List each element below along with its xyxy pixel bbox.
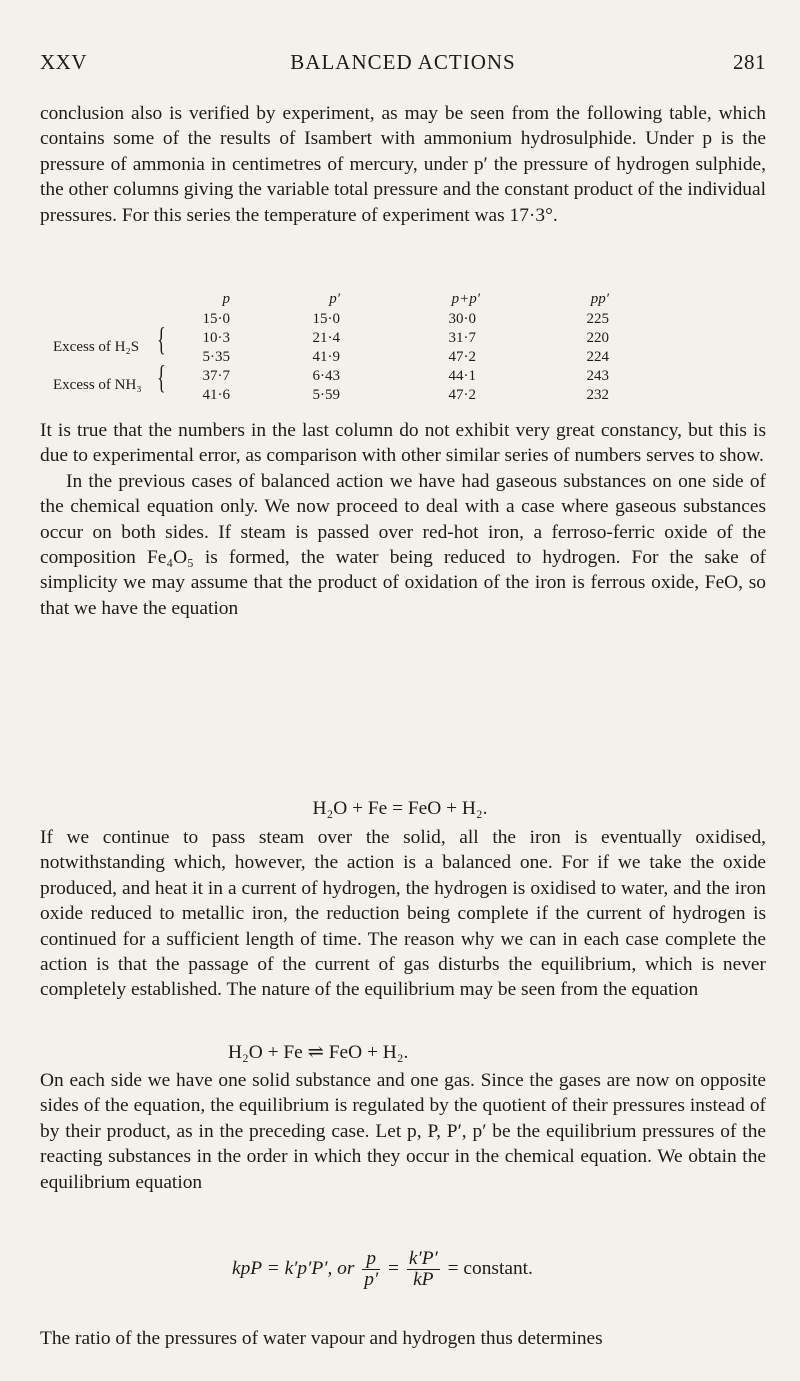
fraction-p-over-p-prime [362, 1249, 380, 1290]
equals-sign: = [388, 1257, 399, 1279]
header-sum: p+p′ [451, 291, 480, 307]
table-cell: 10·3 [202, 330, 230, 346]
fraction-constants [407, 1249, 440, 1290]
header-p: p [222, 291, 230, 307]
table-cell: 232 [586, 387, 609, 403]
row-label-excess-h2s: Excess of H₂S [53, 339, 140, 355]
formula-left: kpP = k′p′P′, or [232, 1257, 355, 1279]
row-label-excess-nh3: Excess of NH₃ [53, 377, 142, 393]
paragraph-text: In the previous cases of balanced action we have had gaseous substances on one side of the chemical equation only. We now proceed to deal with a case where gaseous substances occur on both sides. If steam is passed over red-hot iron, a ferroso-ferric oxide of the composition Fe₄O₅ is formed, the water being reduced to hydrogen. For the sake of simplicity we may assume that the product of oxidation of the iron is ferrous oxide, FeO, so that we have the equation [40, 470, 766, 619]
equation-reaction: H₂O + Fe = FeO + H₂. [312, 798, 488, 819]
table-cell: 41·9 [312, 349, 340, 365]
paragraph-text: If we continue to pass steam over the solid, all the iron is eventually oxidised, notwithstanding which, however, the action is a balanced one. For if we take the oxide produced, and heat it in a current of hydrogen, the hydrogen is oxidised to water, and the iron oxide reduced to metallic iron, the reduction being complete if the current of hydrogen is continued for a sufficient length of time. The reason why we can in each case complete the action is that the passage of the current of gas disturbs the equilibrium, which is never completely established. The nature of the equilibrium may be seen from the equation [40, 827, 766, 1001]
page-number: 281 [733, 50, 766, 74]
paragraph-text: It is true that the numbers in the last column do not exhibit very great constancy, but this is due to experimental error, as comparison with other similar series of numbers serves to show. [40, 420, 766, 467]
table-cell: 15·0 [312, 311, 340, 327]
paragraph-quotient [40, 1068, 766, 1195]
table-cell: 6·43 [312, 368, 340, 384]
brace-h2s: { [157, 322, 166, 358]
formula-right: = constant. [447, 1257, 533, 1279]
table-cell: 47·2 [448, 349, 476, 365]
table-cell: 220 [586, 330, 609, 346]
table-cell: 31·7 [448, 330, 476, 346]
table-cell: 5·35 [202, 349, 230, 365]
table-cell: 243 [586, 368, 609, 384]
fraction-numerator: k′P′ [408, 1248, 438, 1269]
chapter-number: XXV [40, 50, 87, 74]
paragraph-comment [40, 418, 766, 621]
paragraph-text: conclusion also is verified by experiment, as may be seen from the following table, which contains some of the results of Isambert with ammonium hydrosulphide. Under p is the pressure of ammonia in centimetres of mercury, under p′ the pressure of hydrogen sulphide, the other columns giving the variable total pressure and the constant product of the individual pressures. For this series the temperature of experiment was 17·3°. [40, 103, 766, 226]
header-p-prime: p′ [329, 291, 340, 307]
paragraph-text: On each side we have one solid substance and one gas. Since the gases are now on opposite sides of the equation, the equilibrium is regulated by the quotient of their pressures instead of by their product, as in the preceding case. Let p, P, P′, p′ be the equilibrium pressures of the reacting substances in the order in which they occur in the chemical equation. We obtain the equilibrium equation [40, 1070, 766, 1193]
table-cell: 37·7 [202, 368, 230, 384]
paragraph-ratio [40, 1326, 766, 1351]
fraction-denominator: kP [413, 1269, 434, 1290]
table-cell: 224 [586, 349, 609, 365]
table-cell: 15·0 [202, 311, 230, 327]
table-cell: 225 [586, 311, 609, 327]
table-cell: 21·4 [312, 330, 340, 346]
equation-equilibrium: H₂O + Fe ⇌ FeO + H₂. [228, 1042, 409, 1063]
running-header [40, 50, 766, 82]
fraction-denominator: p′ [364, 1269, 379, 1290]
table-cell: 47·2 [448, 387, 476, 403]
equilibrium-formula [232, 1249, 533, 1309]
paragraph-intro [40, 101, 766, 228]
table-cell: 30·0 [448, 311, 476, 327]
fraction-numerator: p [362, 1249, 380, 1270]
table-cell: 41·6 [202, 387, 230, 403]
paragraph-oxidation [40, 825, 766, 1003]
running-title: BALANCED ACTIONS [290, 50, 516, 74]
header-product: pp′ [590, 291, 609, 307]
paragraph-text: The ratio of the pressures of water vapour and hydrogen thus determines [40, 1328, 603, 1349]
brace-nh3: { [157, 360, 166, 396]
table-cell: 44·1 [448, 368, 476, 384]
table-cell: 5·59 [312, 387, 340, 403]
